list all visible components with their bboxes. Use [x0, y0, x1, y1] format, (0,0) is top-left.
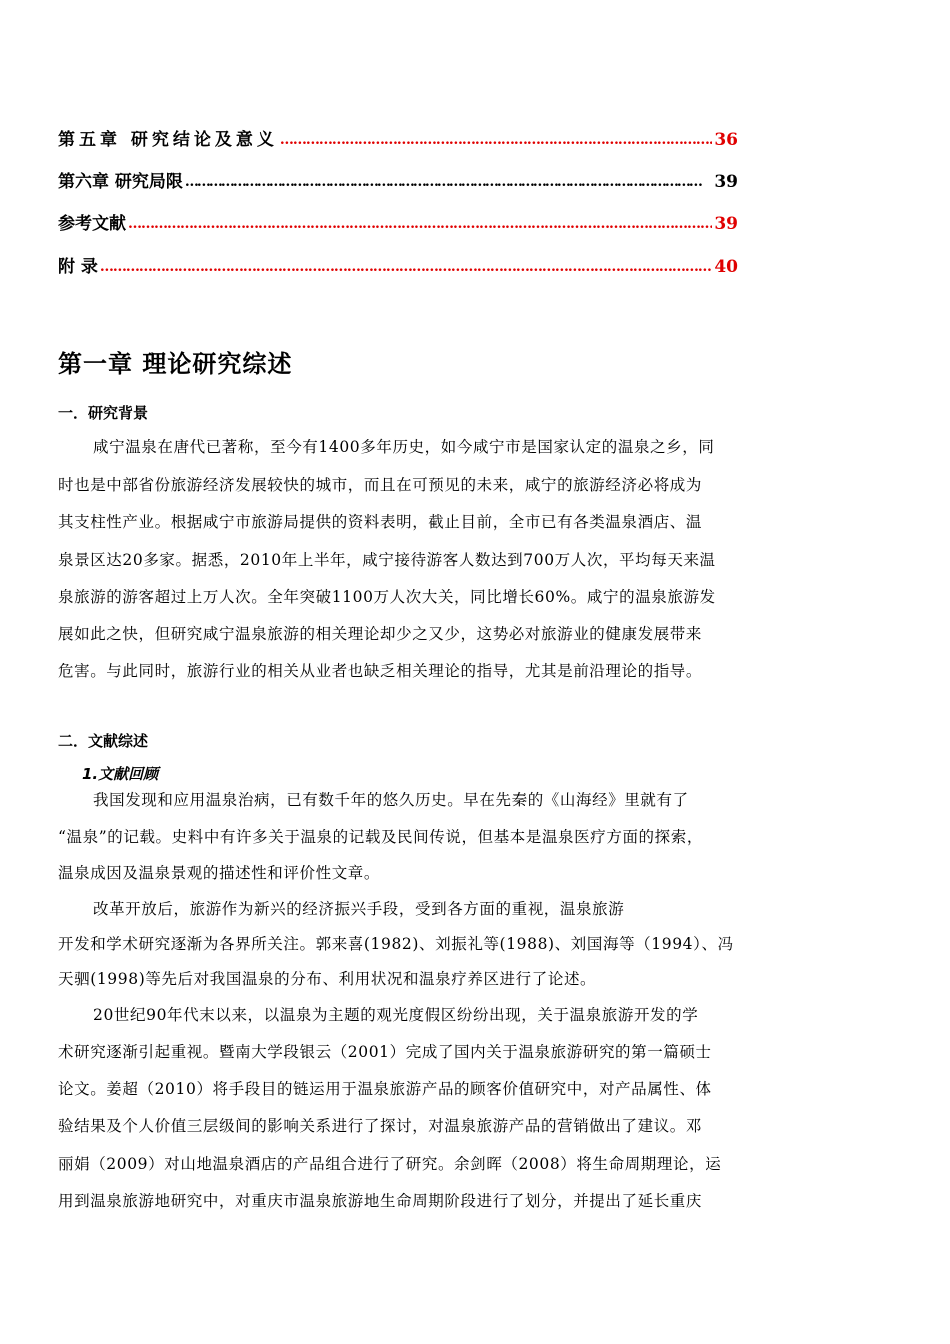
- toc-entry[interactable]: [58, 251, 738, 277]
- paragraph-line: 咸宁温泉在唐代已著称，至今有1400多年历史，如今咸宁市是国家认定的温泉之乡，同: [93, 438, 715, 456]
- paragraph-line: 泉旅游的游客超过上万人次。全年突破1100万人次大关，同比增长60%。咸宁的温泉旅游发: [58, 588, 716, 606]
- toc-entry[interactable]: [58, 166, 738, 192]
- toc-entry[interactable]: [58, 208, 738, 234]
- chapter-title: 第一章 理论研究综述: [58, 350, 293, 378]
- paragraph-line: 泉景区达20多家。据悉，2010年上半年，咸宁接待游客人数达到700万人次，平均每天来温: [58, 551, 716, 569]
- toc-title: 第五章 研究结论及意义: [58, 130, 278, 150]
- toc-page-number: 40: [714, 257, 738, 277]
- paragraph-line: 验结果及个人价值三层级间的影响关系进行了探讨，对温泉旅游产品的营销做出了建议。邓: [58, 1117, 703, 1135]
- paragraph-line: “温泉”的记载。史料中有许多关于温泉的记载及民间传说，但基本是温泉医疗方面的探索，: [58, 828, 703, 846]
- section-heading-background: 一．研究背景: [58, 404, 149, 422]
- paragraph-line: 我国发现和应用温泉治病，已有数千年的悠久历史。早在先秦的《山海经》里就有了: [93, 791, 689, 809]
- toc-title: 第六章 研究局限: [58, 172, 183, 192]
- toc-leader-dots: [128, 208, 712, 234]
- paragraph-line: 论文。姜超（2010）将手段目的链运用于温泉旅游产品的顾客价值研究中，对产品属性、体: [58, 1080, 712, 1098]
- paragraph-line: 20世纪90年代末以来，以温泉为主题的观光度假区纷纷出现，关于温泉旅游开发的学: [93, 1006, 699, 1024]
- paragraph-line: 天驷(1998)等先后对我国温泉的分布、利用状况和温泉疗养区进行了论述。: [58, 970, 597, 988]
- toc-leader-dots: [100, 251, 712, 277]
- toc-page-number: 39: [714, 172, 738, 192]
- paragraph-line: 改革开放后，旅游作为新兴的经济振兴手段，受到各方面的重视，温泉旅游: [93, 900, 625, 918]
- paragraph-line: 用到温泉旅游地研究中，对重庆市温泉旅游地生命周期阶段进行了划分，并提出了延长重庆: [58, 1192, 703, 1210]
- toc-leader-dots: [280, 124, 712, 150]
- toc-title: 参考文献: [58, 214, 126, 234]
- section-heading-literature: 二．文献综述: [58, 732, 149, 750]
- paragraph-line: 其支柱性产业。根据咸宁市旅游局提供的资料表明，截止目前，全市已有各类温泉酒店、温: [58, 513, 703, 531]
- subsection-heading: 1.文献回顾: [82, 765, 159, 783]
- toc-page-number: 36: [714, 130, 738, 150]
- paragraph-line: 温泉成因及温泉景观的描述性和评价性文章。: [58, 864, 381, 882]
- paragraph-line: 开发和学术研究逐渐为各界所关注。郭来喜(1982)、刘振礼等(1988)、刘国海等（1994）、冯: [58, 935, 734, 953]
- paragraph-line: 危害。与此同时，旅游行业的相关从业者也缺乏相关理论的指导，尤其是前沿理论的指导。: [58, 662, 703, 680]
- toc-title: 附 录: [58, 257, 98, 277]
- paragraph-line: 展如此之快，但研究咸宁温泉旅游的相关理论却少之又少，这势必对旅游业的健康发展带来: [58, 625, 703, 643]
- toc-entry[interactable]: [58, 124, 738, 150]
- paragraph-line: 术研究逐渐引起重视。暨南大学段银云（2001）完成了国内关于温泉旅游研究的第一篇硕士: [58, 1043, 712, 1061]
- paragraph-line: 丽娟（2009）对山地温泉酒店的产品组合进行了研究。余剑晖（2008）将生命周期理论，运: [58, 1155, 722, 1173]
- toc-page-number: 39: [714, 214, 738, 234]
- paragraph-line: 时也是中部省份旅游经济发展较快的城市，而且在可预见的未来，咸宁的旅游经济必将成为: [58, 476, 703, 494]
- toc-leader-dots: [185, 166, 702, 192]
